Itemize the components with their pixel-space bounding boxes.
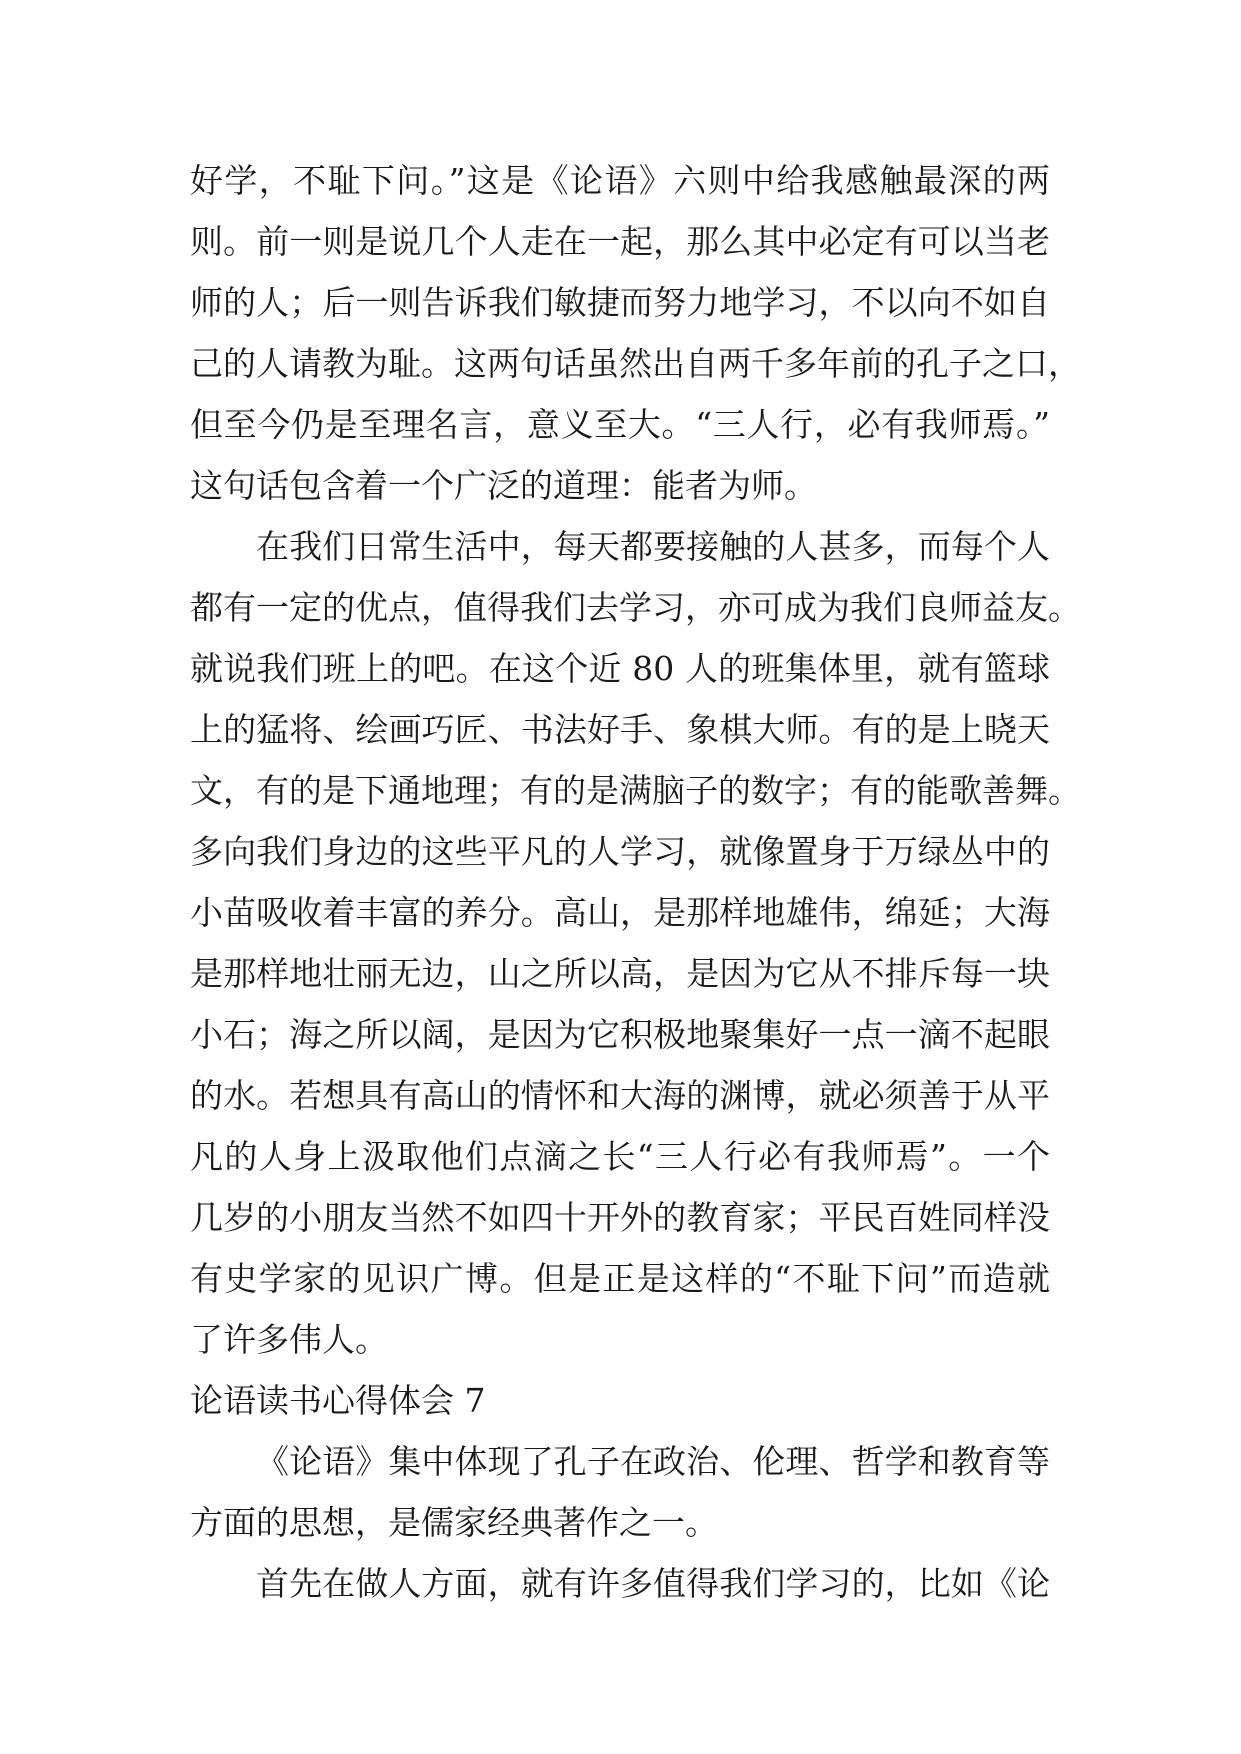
text-line: 几岁的小朋友当然不如四十开外的教育家；平民百姓同样没 xyxy=(190,1198,1050,1237)
text-line: 了许多伟人。 xyxy=(190,1320,388,1359)
text-line: 是那样地壮丽无边，山之所以高，是因为它从不排斥每一块 xyxy=(190,954,1050,993)
text-line: 小苗吸收着丰富的养分。高山，是那样地雄伟，绵延；大海 xyxy=(190,893,1050,932)
text-line: 这句话包含着一个广泛的道理：能者为师。 xyxy=(190,466,817,505)
text-line: 凡的人身上汲取他们点滴之长“三人行必有我师焉”。一个 xyxy=(190,1137,1050,1176)
text-line: 小石；海之所以阔，是因为它积极地聚集好一点一滴不起眼 xyxy=(190,1015,1050,1054)
section-heading: 论语读书心得体会 7 xyxy=(190,1381,486,1420)
text-line: 就说我们班上的吧。在这个近 80 人的班集体里，就有篮球 xyxy=(190,649,1050,688)
text-line: 师的人；后一则告诉我们敏捷而努力地学习，不以向不如自 xyxy=(190,283,1050,322)
text-line: 文，有的是下通地理；有的是满脑子的数字；有的能歌善舞。 xyxy=(190,771,1081,810)
text-line: 则。前一则是说几个人走在一起，那么其中必定有可以当老 xyxy=(190,222,1050,261)
text-line: 好学，不耻下问。”这是《论语》六则中给我感触最深的两 xyxy=(190,161,1050,200)
text-line: 的水。若想具有高山的情怀和大海的渊博，就必须善于从平 xyxy=(190,1076,1050,1115)
text-line: 都有一定的优点，值得我们去学习，亦可成为我们良师益友。 xyxy=(190,588,1081,627)
text-line: 在我们日常生活中，每天都要接触的人甚多，而每个人 xyxy=(256,527,1050,566)
text-line: 《论语》集中体现了孔子在政治、伦理、哲学和教育等 xyxy=(256,1442,1050,1481)
text-line: 上的猛将、绘画巧匠、书法好手、象棋大师。有的是上晓天 xyxy=(190,710,1050,749)
text-line: 方面的思想，是儒家经典著作之一。 xyxy=(190,1503,718,1542)
document-body xyxy=(190,150,1081,1614)
text-line: 多向我们身边的这些平凡的人学习，就像置身于万绿丛中的 xyxy=(190,832,1050,871)
text-line: 首先在做人方面，就有许多值得我们学习的，比如《论 xyxy=(256,1564,1050,1603)
text-line: 有史学家的见识广博。但是正是这样的“不耻下问”而造就 xyxy=(190,1259,1050,1298)
text-line: 己的人请教为耻。这两句话虽然出自两千多年前的孔子之口， xyxy=(190,344,1081,383)
text-line: 但至今仍是至理名言，意义至大。“三人行，必有我师焉。” xyxy=(190,405,1050,444)
